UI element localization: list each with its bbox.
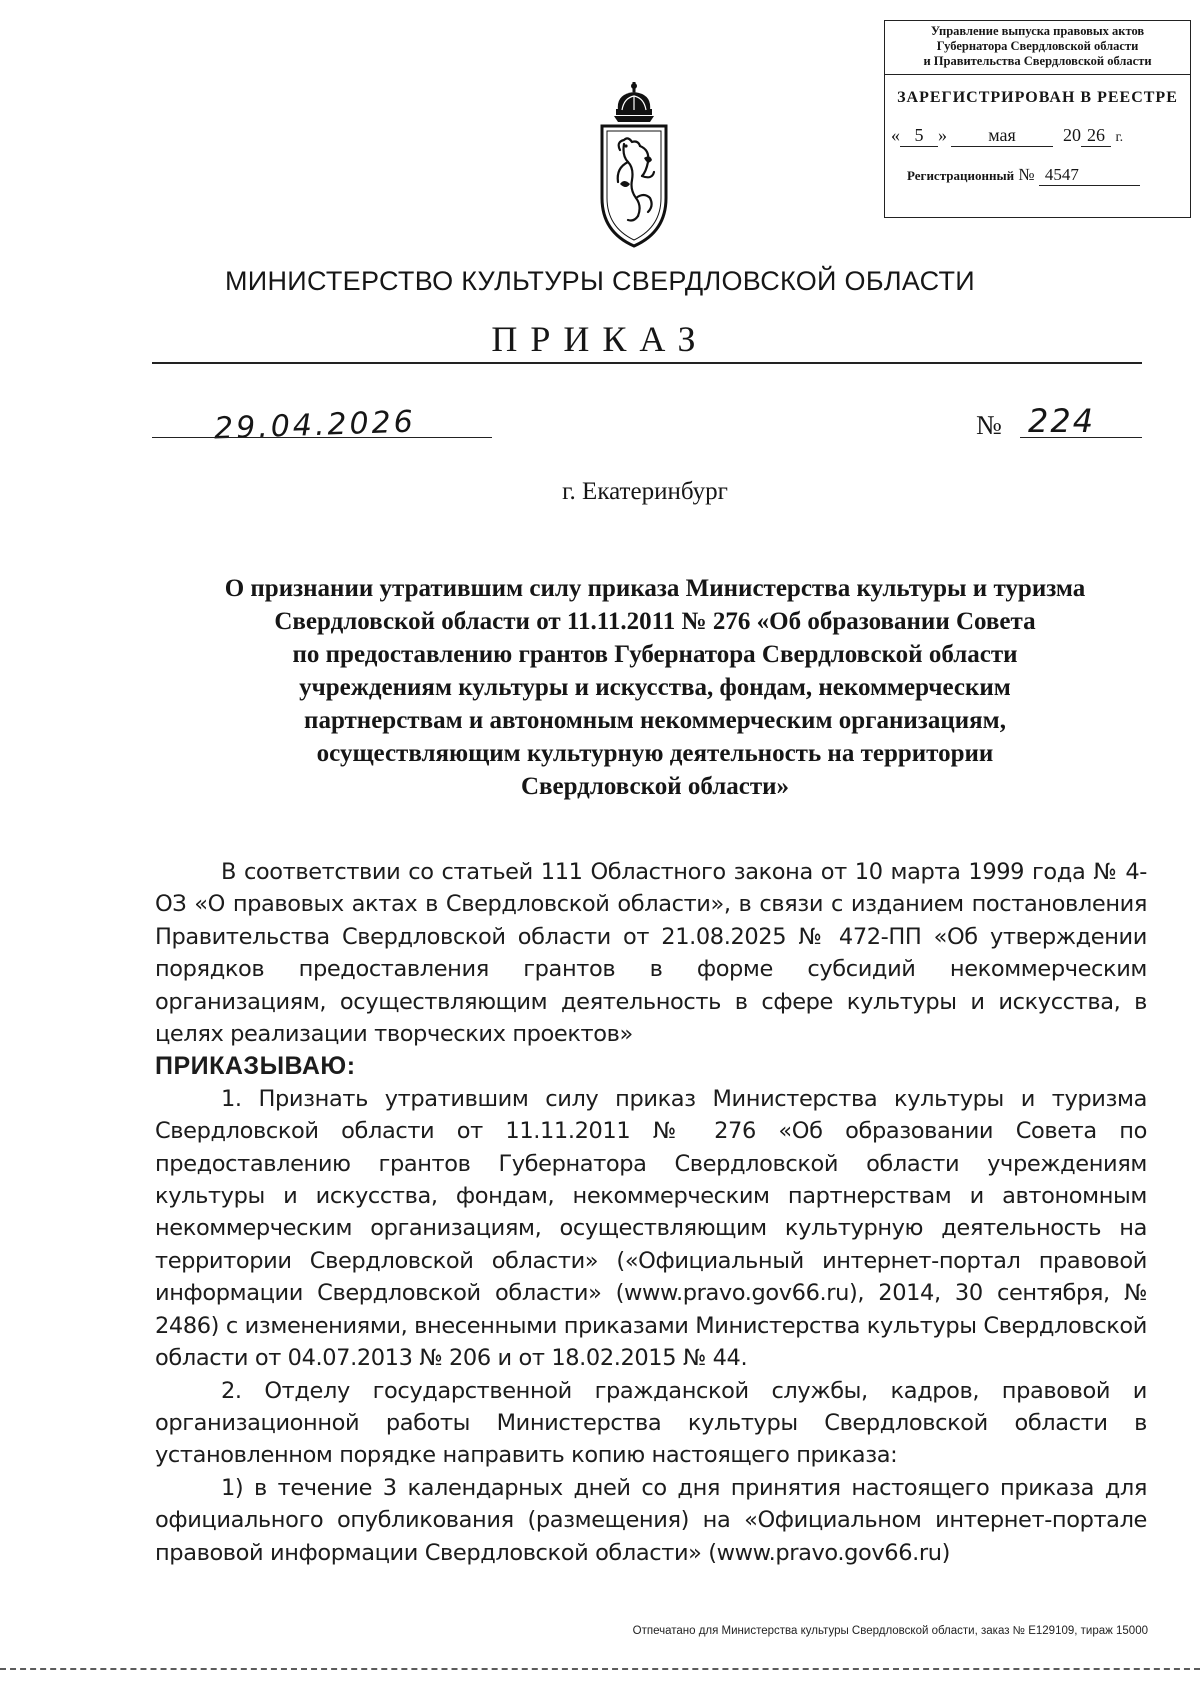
stamp-header (885, 21, 1190, 75)
item-2-1-paragraph: 1) в течение 3 календарных дней со дня принятия настоящего приказа для официального опубликования (размещения) на «Официальном интернет-портале правовой информации Свердловской области» (www.pravo.gov66.ru) (155, 1474, 1147, 1566)
stamp-month: мая (951, 125, 1053, 147)
order-number-sign: № (976, 410, 1002, 440)
item-1-paragraph: 1. Признать утратившим силу приказ Министерства культуры и туризма Свердловской области от 11.11.2011 № 276 «Об образовании Совета по предоставлению грантов Губернатора Свердловской области учреждениям культуры и искусства, фондам, некоммерческим партнерствам и автономным некоммерческим организациям, осуществляющим культурную деятельность на территории Свердловской области» («Официальный интернет-портал правовой информации Свердловской области» (www.pravo.gov66.ru), 2014, 30 сентября, № 2486) с изменениями, внесенными приказами Министерства культуры Свердловской области от 04.07.2013 № 206 и от 18.02.2015 № 44. (155, 1085, 1147, 1372)
page-edge (0, 1668, 1200, 1670)
stamp-year-prefix: 20 (1063, 125, 1081, 145)
title-line: О признании утратившим силу приказа Министерства культуры и туризма (224, 575, 1086, 602)
title-line: учреждениям культуры и искусства, фондам, некоммерческим (299, 674, 1011, 701)
number-underline (1020, 437, 1142, 438)
stamp-header-line: Управление выпуска правовых актов (930, 24, 1145, 38)
city: г. Екатеринбург (562, 478, 728, 505)
stamp-date: « 5 » мая 20 26 г. (891, 125, 1124, 145)
coat-of-arms-emblem (594, 80, 674, 248)
title-line: осуществляющим культурную деятельность на территории (316, 740, 994, 767)
stamp-reg-label: Регистрационный (907, 168, 1015, 183)
stamp-reg-sign: № (1018, 165, 1035, 184)
title-line: партнерствам и автономным некоммерческим организациям, (304, 707, 1006, 734)
print-footer: Отпечатано для Министерства культуры Свердловской области, заказ № Е129109, тираж 15000 (632, 1625, 1148, 1637)
stamp-day: 5 (900, 125, 938, 147)
stamp-year-suffix: 26 (1081, 125, 1111, 147)
document-body (155, 856, 1147, 1569)
order-word: ПРИКАЗЫВАЮ: (155, 1052, 356, 1081)
ministry-name: МИНИСТЕРСТВО КУЛЬТУРЫ СВЕРДЛОВСКОЙ ОБЛАСТИ (224, 266, 976, 296)
stamp-registration-number (885, 165, 1190, 186)
title-line: по предоставлению грантов Губернатора Свердловской области (292, 641, 1018, 668)
stamp-header-line: Губернатора Свердловской области (936, 39, 1139, 53)
document-type: ПРИКАЗ (491, 319, 709, 359)
stamp-registered-label: ЗАРЕГИСТРИРОВАН В РЕЕСТРЕ (897, 89, 1178, 106)
title-line: Свердловской области от 11.11.2011 № 276 «Об образовании Совета (274, 608, 1036, 635)
item-2-paragraph: 2. Отделу государственной гражданской службы, кадров, правовой и организационной работы Министерства культуры Свердловской области в установленном порядке направить копию настоящего приказа: (155, 1377, 1147, 1469)
stamp-reg-number: 4547 (1039, 165, 1140, 186)
preamble-paragraph: В соответствии со статьей 111 Областного закона от 10 марта 1999 года № 4-ОЗ «О правовых актах в Свердловской области», в связи с изданием постановления Правительства Свердловской области от 21.08.2025 № 472-ПП «Об утверждении порядков предоставления грантов в форме субсидий некоммерческим организациям, осуществляющим деятельность в сфере культуры и искусства, в целях реализации творческих проектов» (155, 859, 1147, 1048)
registration-stamp (884, 20, 1191, 218)
title-line: Свердловской области» (520, 773, 790, 800)
stamp-header-line: и Правительства Свердловской области (923, 54, 1152, 68)
handwritten-order-number: 224 (1028, 402, 1096, 440)
handwritten-date: 29.04.2026 (213, 404, 417, 447)
document-title (160, 572, 1150, 803)
stamp-year-unit: г. (1115, 130, 1124, 145)
date-underline (152, 437, 492, 438)
header-divider (152, 362, 1142, 364)
